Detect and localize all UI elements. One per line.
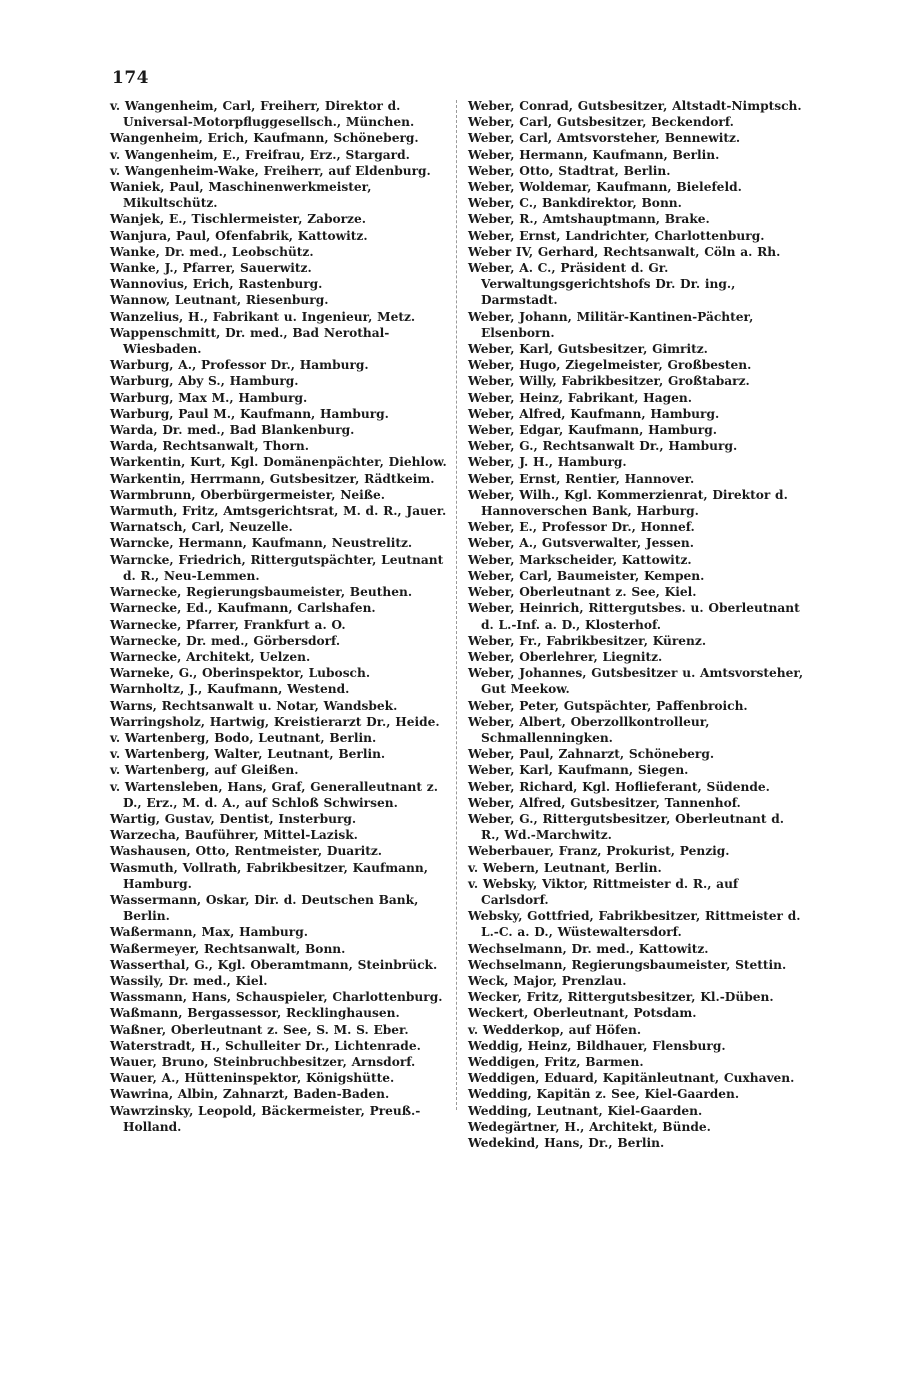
directory-entry: v. Wedderkop, auf Höfen. (468, 1022, 642, 1037)
directory-entry: Weddigen, Fritz, Barmen. (468, 1054, 644, 1069)
directory-entry: Wasmuth, Vollrath, Fabrikbesitzer, Kaufmann, Hamburg. (110, 860, 428, 891)
directory-entry: Wannow, Leutnant, Riesenburg. (110, 293, 329, 308)
directory-entry: Weber, A., Gutsverwalter, Jessen. (468, 536, 694, 551)
directory-entry: Weber, Johannes, Gutsbesitzer u. Amtsvorsteher, Gut Meekow. (468, 666, 804, 697)
directory-entry: Wedekind, Hans, Dr., Berlin. (468, 1136, 665, 1150)
directory-entry: Warburg, Max M., Hamburg. (110, 390, 308, 405)
directory-entry: Weber, Alfred, Kaufmann, Hamburg. (468, 406, 720, 421)
directory-entry: Wedding, Leutnant, Kiel-Gaarden. (468, 1103, 703, 1118)
directory-entry: v. Websky, Viktor, Rittmeister d. R., auf Carlsdorf. (468, 876, 739, 907)
directory-entry: Weber, Ernst, Rentier, Hannover. (468, 471, 695, 486)
directory-entry: Waniek, Paul, Maschinenwerkmeister, Mikultschütz. (110, 180, 372, 211)
directory-entry: v. Wartenberg, Walter, Leutnant, Berlin. (110, 747, 386, 762)
directory-entry: v. Wartenberg, auf Gleißen. (110, 763, 299, 778)
directory-entry: Warncke, Hermann, Kaufmann, Neustrelitz. (110, 536, 413, 551)
directory-entry: Waßermann, Max, Hamburg. (110, 925, 308, 940)
directory-entry: Waterstradt, H., Schulleiter Dr., Lichtenrade. (110, 1038, 421, 1053)
directory-entry: Wanjura, Paul, Ofenfabrik, Kattowitz. (110, 228, 368, 243)
directory-entry: Weber, Hugo, Ziegelmeister, Großbesten. (468, 358, 752, 373)
directory-entry: Wechselmann, Regierungsbaumeister, Stettin. (468, 957, 787, 972)
right-column (468, 98, 806, 1151)
directory-entry: Weber, Johann, Militär-Kantinen-Pächter, Elsenborn. (468, 309, 754, 340)
directory-entry: Wanzelius, H., Fabrikant u. Ingenieur, Metz. (110, 309, 416, 324)
page-number: 174 (112, 68, 149, 88)
directory-entry: Weddig, Heinz, Bildhauer, Flensburg. (468, 1038, 726, 1053)
directory-entry: Wartig, Gustav, Dentist, Insterburg. (110, 811, 357, 826)
directory-entry: Weber, Wilh., Kgl. Kommerzienrat, Direktor d. Hannoverschen Bank, Harburg. (468, 487, 788, 519)
directory-entry: v. Wartenberg, Bodo, Leutnant, Berlin. (110, 730, 377, 745)
directory-entry: Weber, Paul, Zahnarzt, Schöneberg. (468, 747, 715, 762)
directory-entry: Wedding, Kapitän z. See, Kiel-Gaarden. (468, 1087, 740, 1102)
directory-entry: Weber, G., Rechtsanwalt Dr., Hamburg. (468, 439, 738, 454)
directory-entry: Wawrzinsky, Leopold, Bäckermeister, Preuß.-Holland. (110, 1103, 421, 1134)
directory-entry: Wauer, A., Hütteninspektor, Königshütte. (110, 1071, 395, 1086)
directory-entry: Weber, Peter, Gutspächter, Paffenbroich. (468, 698, 748, 713)
directory-entry: Waßner, Oberleutnant z. See, S. M. S. Eber. (110, 1022, 409, 1037)
directory-entry: Weber, Markscheider, Kattowitz. (468, 552, 692, 567)
column-separator (456, 100, 457, 1110)
directory-entry: Weber, C., Bankdirektor, Bonn. (468, 196, 682, 211)
directory-entry: Weber, E., Professor Dr., Honnef. (468, 520, 695, 535)
directory-entry: v. Wangenheim, E., Freifrau, Erz., Stargard. (110, 147, 410, 162)
directory-entry: Wanke, J., Pfarrer, Sauerwitz. (110, 261, 312, 276)
directory-entry: Warda, Dr. med., Bad Blankenburg. (110, 423, 355, 438)
left-column (110, 98, 447, 1135)
directory-entry: Weck, Major, Prenzlau. (468, 973, 627, 988)
directory-entry: Warburg, Paul M., Kaufmann, Hamburg. (110, 406, 389, 421)
directory-entry: Weber, Otto, Stadtrat, Berlin. (468, 163, 671, 178)
directory-entry: Washausen, Otto, Rentmeister, Duaritz. (110, 844, 383, 859)
directory-entry: v. Wartensleben, Hans, Graf, Generalleutnant z. D., Erz., M. d. A., auf Schloß Schwirsen. (110, 779, 438, 810)
directory-entry: Warringsholz, Hartwig, Kreistierarzt Dr., Heide. (110, 714, 440, 729)
directory-entry: Weber, Carl, Gutsbesitzer, Beckendorf. (468, 115, 734, 130)
directory-entry: Weber, Carl, Baumeister, Kempen. (468, 568, 705, 583)
directory-entry: v. Wangenheim-Wake, Freiherr, auf Eldenburg. (110, 163, 431, 178)
directory-entry: Warnecke, Pfarrer, Frankfurt a. O. (110, 617, 346, 632)
directory-entry: Wanjek, E., Tischlermeister, Zaborze. (110, 212, 366, 227)
directory-entry: Weber, Ernst, Landrichter, Charlottenburg. (468, 228, 765, 243)
directory-entry: Weber, Karl, Gutsbesitzer, Gimritz. (468, 342, 708, 357)
directory-entry: Warburg, A., Professor Dr., Hamburg. (110, 358, 369, 373)
directory-entry: Weber, Heinz, Fabrikant, Hagen. (468, 390, 692, 405)
directory-entry: Warnecke, Dr. med., Görbersdorf. (110, 633, 341, 648)
directory-entry: Warburg, Aby S., Hamburg. (110, 374, 299, 389)
directory-entry: Wawrina, Albin, Zahnarzt, Baden-Baden. (110, 1087, 390, 1102)
directory-entry: Weber, Oberlehrer, Liegnitz. (468, 649, 663, 664)
directory-entry: Weber, Oberleutnant z. See, Kiel. (468, 585, 697, 600)
directory-entry: Warkentin, Herrmann, Gutsbesitzer, Rädtkeim. (110, 471, 435, 486)
directory-entry: Wanke, Dr. med., Leobschütz. (110, 244, 314, 259)
directory-entry: Wassily, Dr. med., Kiel. (110, 973, 268, 988)
directory-entry: Wecker, Fritz, Rittergutsbesitzer, Kl.-Düben. (468, 990, 774, 1005)
directory-entry: Warmuth, Fritz, Amtsgerichtsrat, M. d. R., Jauer. (110, 504, 447, 519)
directory-entry: Weber, Hermann, Kaufmann, Berlin. (468, 147, 720, 162)
directory-entry: Wechselmann, Dr. med., Kattowitz. (468, 941, 709, 956)
directory-entry: Wedegärtner, H., Architekt, Bünde. (468, 1119, 711, 1134)
directory-entry: Weberbauer, Franz, Prokurist, Penzig. (468, 844, 730, 859)
directory-entry: Weber, Fr., Fabrikbesitzer, Kürenz. (468, 633, 707, 648)
directory-entry: Weber, Heinrich, Rittergutsbes. u. Oberleutnant d. L.-Inf. a. D., Klosterhof. (468, 601, 800, 632)
directory-entry: Waßermeyer, Rechtsanwalt, Bonn. (110, 941, 346, 956)
directory-entry: Weber, Alfred, Gutsbesitzer, Tannenhof. (468, 795, 741, 810)
directory-entry: v. Webern, Leutnant, Berlin. (468, 860, 662, 875)
directory-entry: Weber, Albert, Oberzollkontrolleur, Schmallenningken. (468, 714, 710, 745)
directory-entry: v. Wangenheim, Carl, Freiherr, Direktor d. Universal-Motorpfluggesellsch., München. (110, 99, 415, 130)
directory-entry: Websky, Gottfried, Fabrikbesitzer, Rittmeister d. L.-C. a. D., Wüstewaltersdorf. (468, 909, 801, 940)
directory-entry: Weber, Richard, Kgl. Hoflieferant, Südende. (468, 779, 770, 794)
directory-entry: Weddigen, Eduard, Kapitänleutnant, Cuxhaven. (468, 1071, 795, 1086)
directory-entry: Warda, Rechtsanwalt, Thorn. (110, 439, 309, 454)
directory-entry: Warns, Rechtsanwalt u. Notar, Wandsbek. (110, 698, 398, 713)
directory-entry: Wasserthal, G., Kgl. Oberamtmann, Steinbrück. (110, 957, 438, 972)
directory-entry: Warnholtz, J., Kaufmann, Westend. (110, 682, 350, 697)
directory-entry: Warneke, G., Oberinspektor, Lubosch. (110, 666, 371, 681)
directory-entry: Warnecke, Regierungsbaumeister, Beuthen. (110, 585, 413, 600)
directory-entry: Wannovius, Erich, Rastenburg. (110, 277, 323, 292)
directory-entry: Weber, G., Rittergutsbesitzer, Oberleutnant d. R., Wd.-Marchwitz. (468, 811, 785, 843)
directory-entry: Wangenheim, Erich, Kaufmann, Schöneberg. (110, 131, 419, 146)
directory-entry: Warzecha, Bauführer, Mittel-Lazisk. (110, 828, 358, 843)
directory-entry: Weber, Willy, Fabrikbesitzer, Großtabarz. (468, 374, 750, 389)
directory-entry: Weber, Edgar, Kaufmann, Hamburg. (468, 423, 717, 438)
directory-entry: Weber, Karl, Kaufmann, Siegen. (468, 763, 689, 778)
directory-entry: Wappenschmitt, Dr. med., Bad Nerothal-Wiesbaden. (110, 325, 390, 357)
directory-entry: Weber, R., Amtshauptmann, Brake. (468, 212, 710, 227)
directory-entry: Warkentin, Kurt, Kgl. Domänenpächter, Diehlow. (110, 455, 447, 470)
directory-entry: Wassermann, Oskar, Dir. d. Deutschen Bank, Berlin. (110, 892, 419, 924)
directory-entry: Weber IV, Gerhard, Rechtsanwalt, Cöln a. Rh. (468, 244, 781, 259)
directory-entry: Warmbrunn, Oberbürgermeister, Neiße. (110, 487, 385, 502)
directory-entry: Weber, Carl, Amtsvorsteher, Bennewitz. (468, 131, 741, 146)
directory-entry: Warnecke, Architekt, Uelzen. (110, 649, 311, 664)
directory-entry: Waßmann, Bergassessor, Recklinghausen. (110, 1006, 400, 1021)
directory-entry: Weckert, Oberleutnant, Potsdam. (468, 1006, 697, 1021)
directory-entry: Weber, Woldemar, Kaufmann, Bielefeld. (468, 180, 742, 195)
directory-entry: Warnecke, Ed., Kaufmann, Carlshafen. (110, 601, 376, 616)
directory-entry: Weber, J. H., Hamburg. (468, 455, 627, 470)
directory-entry: Warncke, Friedrich, Rittergutspächter, Leutnant d. R., Neu-Lemmen. (110, 552, 444, 583)
directory-entry: Weber, A. C., Präsident d. Gr. Verwaltungsgerichtshofs Dr. Dr. ing., Darmstadt. (468, 261, 736, 308)
directory-entry: Weber, Conrad, Gutsbesitzer, Altstadt-Nimptsch. (468, 99, 802, 113)
directory-entry: Wauer, Bruno, Steinbruchbesitzer, Arnsdorf. (110, 1054, 416, 1069)
directory-entry: Wassmann, Hans, Schauspieler, Charlottenburg. (110, 990, 443, 1005)
directory-entry: Warnatsch, Carl, Neuzelle. (110, 520, 293, 535)
